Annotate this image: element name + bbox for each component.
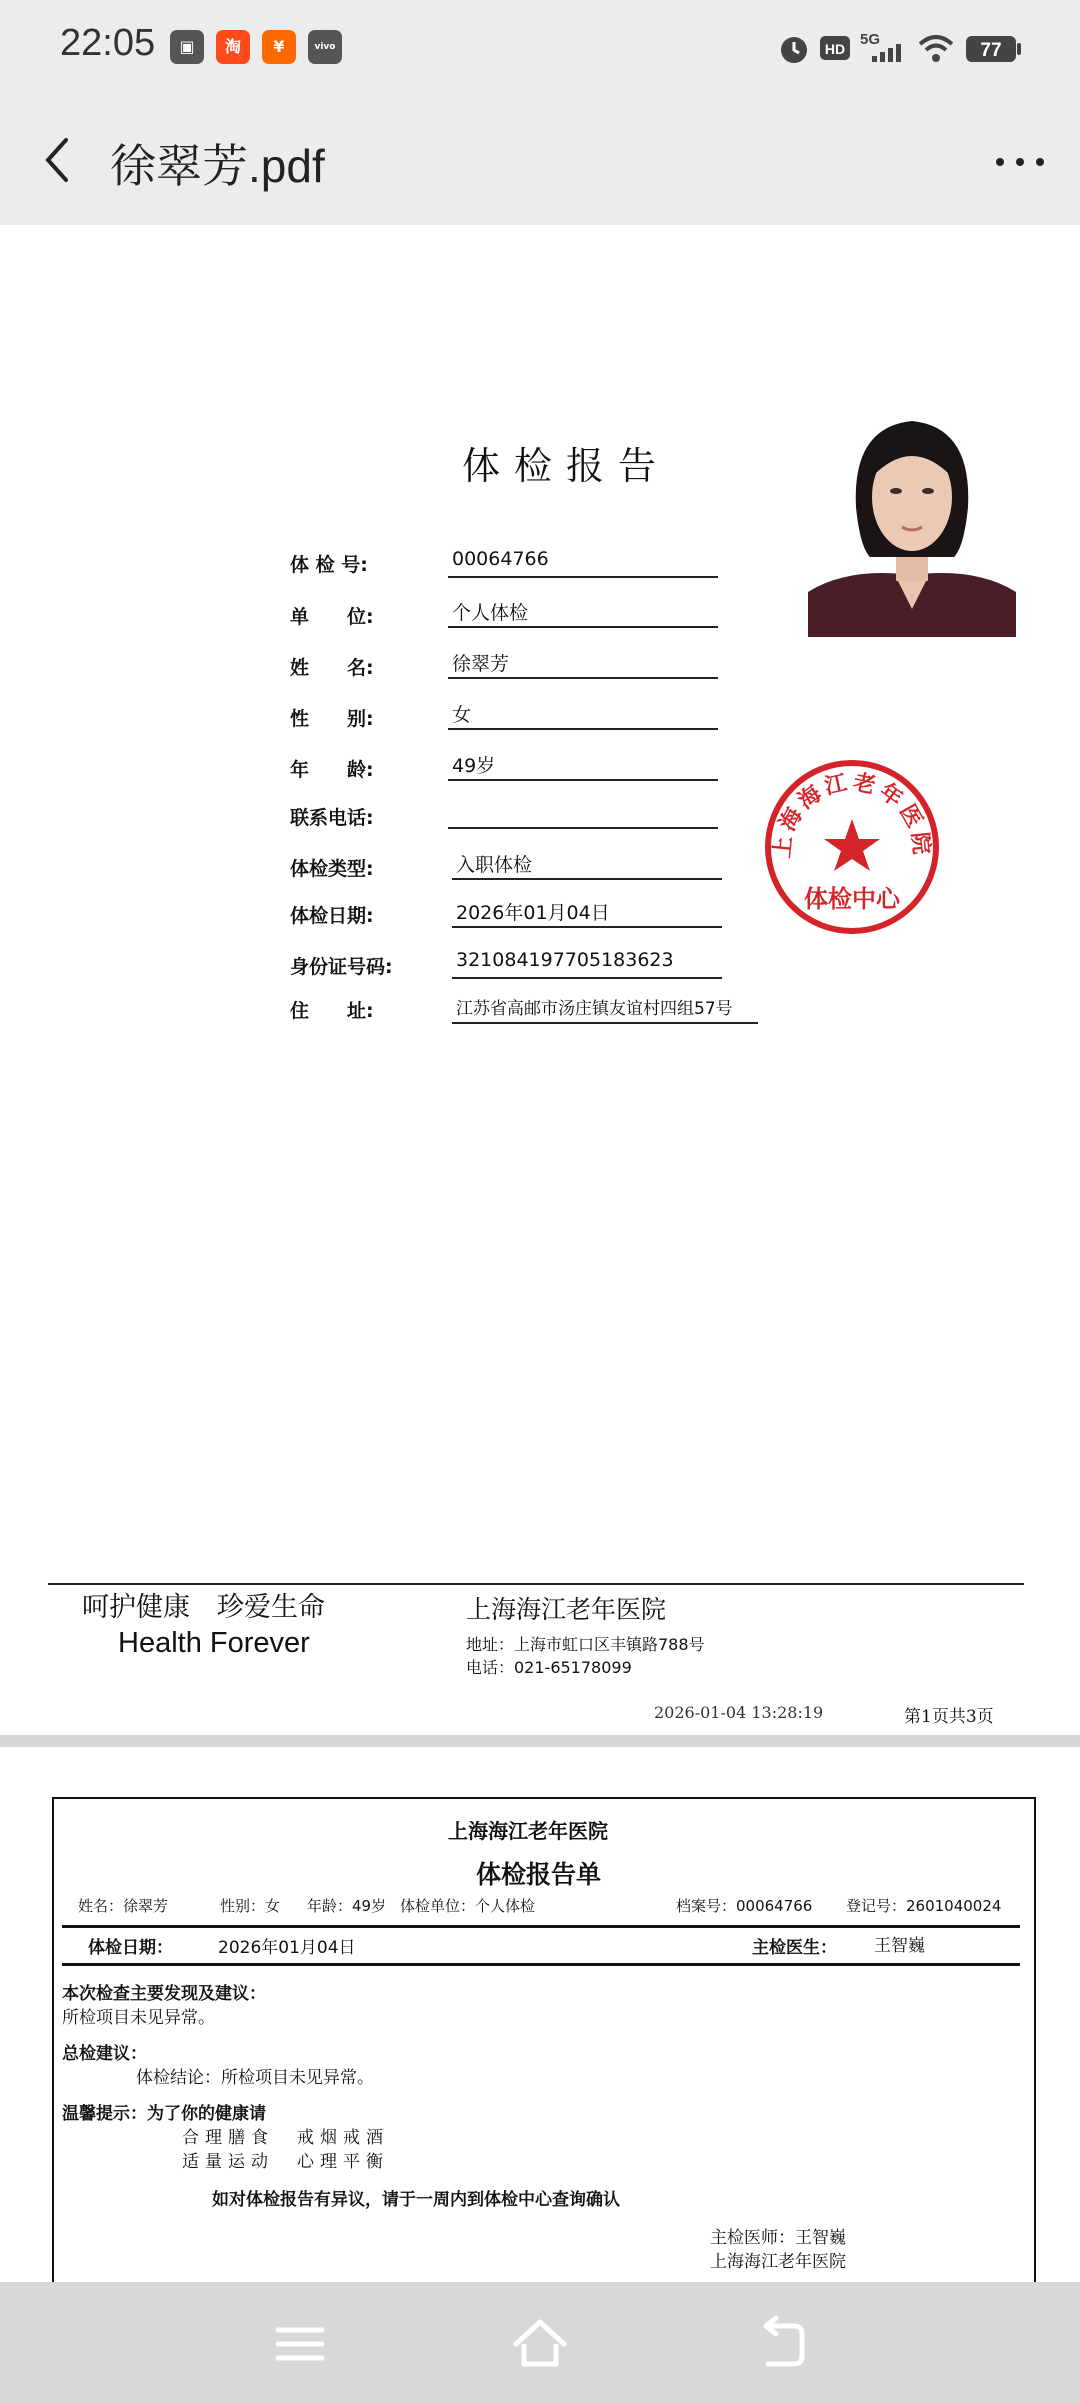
- field-value-id-number: 321084197705183623: [452, 949, 722, 979]
- status-time: 22:05: [60, 22, 156, 64]
- field-value-exam-date: 2026年01月04日: [452, 898, 722, 928]
- footer-phone: 电话：021-65178099: [466, 1658, 632, 1677]
- svg-text:体检中心: 体检中心: [804, 885, 900, 913]
- field-label-exam-date: 体检日期:: [290, 905, 374, 927]
- p2-tip-heading: 温馨提示：为了你的健康请: [62, 2104, 266, 2124]
- field-value-phone: [448, 799, 718, 829]
- field-label-unit: 单 位:: [290, 606, 374, 628]
- menu-icon[interactable]: [270, 2314, 330, 2374]
- slogan-english: Health Forever: [118, 1627, 310, 1659]
- document-title: 徐翠芳.pdf: [110, 140, 325, 192]
- p2-doctor-value: 王智巍: [874, 1936, 925, 1956]
- field-label-exam-no: 体 检 号:: [290, 554, 368, 576]
- back-nav-icon[interactable]: [750, 2314, 810, 2374]
- field-value-address: 江苏省高邮市汤庄镇友谊村四组57号: [452, 994, 758, 1024]
- svg-text:77: 77: [980, 40, 1002, 61]
- field-value-exam-no: 00064766: [448, 548, 718, 578]
- field-label-age: 年 龄:: [290, 759, 374, 781]
- p2-date-label: 体检日期：: [88, 1938, 173, 1958]
- p2-findings-heading: 本次检查主要发现及建议：: [62, 1984, 266, 2004]
- field-label-phone: 联系电话:: [290, 807, 374, 829]
- wifi-icon: [916, 28, 956, 68]
- field-value-unit: 个人体检: [448, 598, 718, 628]
- p2-sign-doctor: 主检医师：王智巍: [710, 2228, 846, 2248]
- alarm-icon: [776, 28, 812, 68]
- p2-advice: 体检结论：所检项目未见异常。: [136, 2068, 374, 2088]
- p2-age: 年龄：49岁: [307, 1897, 387, 1915]
- p2-unit: 体检单位：个人体检: [400, 1897, 536, 1915]
- p2-tip-line-1: 合理膳食 戒烟戒酒: [182, 2128, 389, 2148]
- field-value-age: 49岁: [448, 751, 718, 781]
- back-icon[interactable]: [30, 130, 90, 190]
- p2-sign-hospital: 上海海江老年医院: [710, 2252, 846, 2272]
- p2-reg-no: 登记号：2601040024: [846, 1897, 1002, 1915]
- p2-doctor-label: 主检医生：: [752, 1938, 837, 1958]
- page-separator: [0, 1735, 1080, 1747]
- hd-icon: [818, 28, 852, 68]
- svg-text:上海海江老年医院: 上海海江老年医院: [770, 770, 934, 860]
- field-value-exam-type: 入职体检: [452, 850, 722, 880]
- pdf-page-2[interactable]: [0, 1747, 1080, 2282]
- field-label-exam-type: 体检类型:: [290, 858, 374, 880]
- report-title: 体检报告: [462, 444, 671, 488]
- p2-tip-line-2: 适量运动 心理平衡: [182, 2152, 389, 2172]
- field-label-address: 住 址:: [290, 1000, 374, 1022]
- footer-hospital-name: 上海海江老年医院: [466, 1595, 667, 1624]
- svg-text:5G: 5G: [860, 31, 881, 48]
- vivo-app-icon: vivo: [308, 30, 342, 64]
- slogan-chinese: 呵护健康 珍爱生命: [82, 1592, 325, 1623]
- home-icon[interactable]: [510, 2314, 570, 2374]
- p2-findings: 所检项目未见异常。: [62, 2008, 215, 2028]
- field-label-name: 姓 名:: [290, 657, 374, 679]
- field-label-gender: 性 别:: [290, 708, 374, 730]
- field-label-id-number: 身份证号码:: [290, 956, 393, 978]
- app-bar: [0, 100, 1080, 225]
- p2-hospital-name: 上海海江老年医院: [448, 1819, 608, 1843]
- p2-gender: 性别：女: [220, 1897, 281, 1915]
- shopping-app-icon: ¥: [262, 30, 296, 64]
- pdf-page-1[interactable]: [0, 225, 1080, 1735]
- page-number: 第1页共3页: [904, 1707, 994, 1727]
- system-nav-bar: [0, 2282, 1080, 2404]
- status-bar: [0, 0, 1080, 100]
- p2-notice: 如对体检报告有异议，请于一周内到体检中心查询确认: [212, 2190, 620, 2210]
- hospital-seal-stamp: [762, 757, 942, 937]
- p2-date-value: 2026年01月04日: [218, 1938, 356, 1958]
- p2-rule-bottom: [62, 1963, 1020, 1966]
- print-timestamp: 2026-01-04 13:28:19: [654, 1703, 824, 1722]
- field-value-name: 徐翠芳: [448, 649, 718, 679]
- id-photo: [808, 387, 1016, 637]
- p2-rule-top: [62, 1925, 1020, 1928]
- battery-icon: [964, 28, 1024, 68]
- more-options-icon[interactable]: [990, 130, 1050, 190]
- p2-advice-heading: 总检建议：: [62, 2044, 147, 2064]
- p2-file-no: 档案号：00064766: [676, 1897, 813, 1915]
- field-value-gender: 女: [448, 700, 718, 730]
- taobao-app-icon: 淘: [216, 30, 250, 64]
- footer-address: 地址：上海市虹口区丰镇路788号: [466, 1635, 705, 1654]
- notification-app-icon: ▣: [170, 30, 204, 64]
- signal-5g-icon: [858, 28, 908, 68]
- p2-name: 姓名：徐翠芳: [78, 1897, 169, 1915]
- p2-report-title: 体检报告单: [476, 1860, 602, 1889]
- svg-text:HD: HD: [824, 41, 846, 57]
